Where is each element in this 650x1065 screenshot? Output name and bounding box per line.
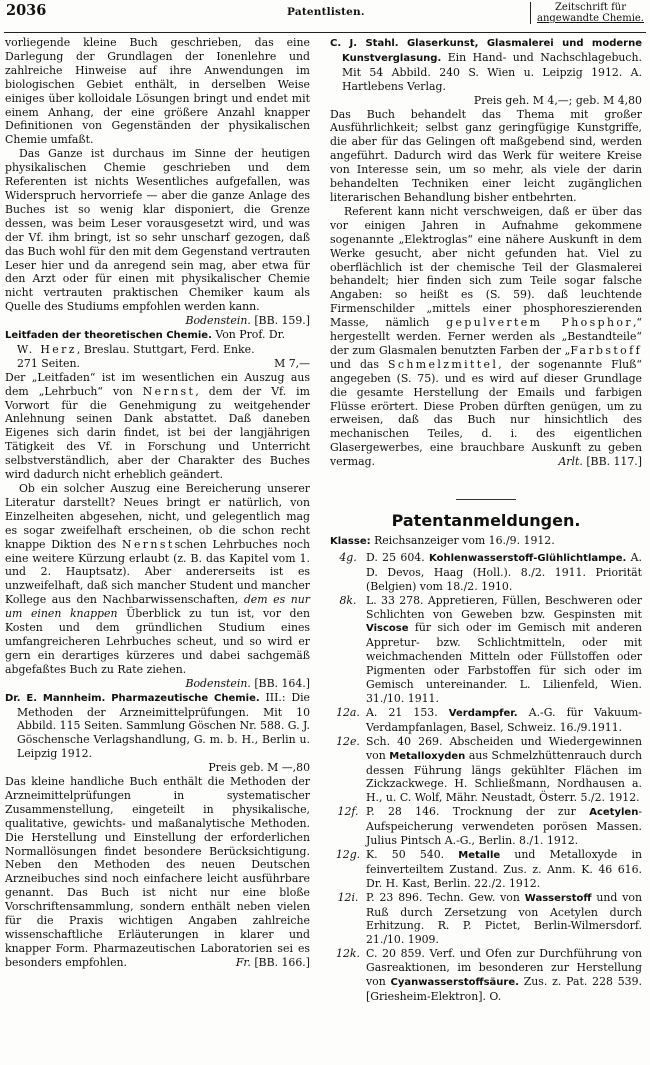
text: dem es nur um einen knappen	[5, 593, 310, 621]
review-ref: [BB. 117.]	[586, 455, 642, 469]
journal-line-2: angewandte Chemie.	[537, 13, 644, 24]
book-title: Leitfaden der theoretischen Chemie.	[5, 330, 212, 342]
text: III.: Die Methoden der Arzneimittelprüfungen. Mit 10 Abbild. 115 Seiten. Sammlung Göschen Nr. 588. G. J. Göschensche Verlagshandlung, G. m. b. H., Berlin u. Leipzig 1912.	[17, 690, 310, 761]
running-header	[4, 2, 646, 33]
reviewer: Bodenstein.	[185, 314, 251, 328]
review-paragraph	[330, 205, 642, 469]
text: Referent kann nicht verschweigen, daß er über das vor einigen Jahren in Aufnahme gekommene sogenannte „Elektroglas“ eine nähere Auskunft in dem Werke gesucht, aber nicht gefunden hat. Viel zu oberflächlich ist der chemische Teil der Glasmalerei behandelt; hier finden sich zum Teile sogar falsche Angaben: so heißt es (S. 59). daß leuchtende Firmenschilder „mittels einer phosphoreszierenden Masse, nämlich	[330, 204, 642, 330]
author: Dr. E. Mannheim.	[5, 692, 106, 704]
price: M 7,—	[274, 356, 310, 370]
patent-class: 12g.	[335, 847, 361, 861]
patent-entry	[330, 551, 642, 594]
patent-text	[366, 805, 642, 848]
text: Schmelzmittel	[387, 357, 499, 371]
text: , Breslau. Stuttgart, Ferd. Enke.	[76, 342, 255, 356]
patent-number: D. 25 604.	[366, 550, 430, 564]
right-column	[330, 36, 642, 1004]
patent-keyword: Acetylen	[589, 807, 639, 819]
section-title: Patentlisten.	[287, 6, 365, 18]
patent-class: 4g.	[339, 550, 357, 564]
patent-entry	[330, 947, 642, 1004]
page-number: 2036	[6, 2, 47, 19]
paragraph: vorliegende kleine Buch geschrieben, das eine Darlegung der Grundlagen der Ionenlehre und zahlreiche Hinweise auf ihre Anwendungen im biologischen Gebiet enthält, in derselben Weise einiges über kolloidale Lösungen bringt und endet mit einem Anhang, der eine größere Anzahl knapper Definitionen von Gegenständen der physikalischen Chemie umfaßt.	[5, 36, 310, 147]
patent-entry	[330, 805, 642, 848]
patent-details: und von Ruß durch Zersetzung von Acetylen durch Erhitzung. R. P. Pictet, Berlin-Wilmersdorf. 21./10. 1909.	[366, 890, 642, 947]
patent-entry	[330, 735, 642, 806]
text: ,“ hergestellt werden. Ferner werden als „Bestandteile“ der zum Glasmalen benutzten Farben der „	[330, 316, 642, 357]
patent-text	[366, 947, 642, 1004]
reviewer: Bodenstein.	[185, 676, 251, 690]
text: Überblick zu tun ist, vor den Kosten und dem gründlichen Studium eines umfangreicheren Lehrbuches scheut, und so wird er gern ein derartiges kürzeres und dabei sachgemäß abgefaßtes Buch zu Rate ziehen.	[5, 607, 310, 676]
review-ref: [BB. 164.]	[254, 676, 310, 690]
left-column	[5, 36, 310, 970]
text: schen Lehrbuches noch eine weitere Kürzung erlaubt (z. B. das Kapitel vom 1. und 2. Hauptsatz). Aber andererseits ist es unzweifelhaft, daß sich mancher Student und mancher Kollege aus den Nachbarwissenschaften,	[5, 537, 310, 607]
book-entry	[5, 691, 310, 775]
patent-details: und Metalloxyde in feinverteiltem Zustand. Zus. z. Anm. K. 46 616. Dr. H. Kast, Berlin. 22./2. 1912.	[366, 847, 642, 890]
text: Ein Hand- und Nachschlagebuch. Mit 54 Abbild. 240 S. Wien u. Leipzig 1912. A. Hartlebens Verlag.	[342, 50, 643, 93]
patent-class: 8k.	[339, 593, 357, 607]
klasse-label: Klasse:	[330, 536, 371, 547]
patent-text	[366, 551, 642, 594]
book-entry	[5, 328, 310, 371]
patent-class: 12e.	[336, 734, 360, 748]
patent-number: P. 23 896. Techn. Gew. von	[366, 890, 525, 904]
patent-entry	[330, 891, 642, 948]
book-entry	[330, 36, 642, 108]
patent-keyword: Verdampfer.	[448, 707, 518, 719]
patent-number: C. 20 859. Verf. und Ofen zur Durchführung von Gasreaktionen, im besonderen zur Herstellung von	[366, 947, 642, 989]
patents-heading: Patentanmeldungen.	[391, 511, 581, 531]
review-ref: [BB. 159.]	[254, 314, 310, 328]
review-ref: [BB. 166.]	[254, 955, 310, 969]
author: C. J. Stahl.	[330, 38, 399, 49]
patent-text	[366, 706, 642, 735]
klasse-line	[330, 534, 642, 549]
text: gepulvertem Phosphor	[446, 316, 633, 330]
patent-keyword: Viscose	[366, 623, 409, 635]
reviewer: Arlt.	[558, 455, 583, 469]
text: Das Ganze ist durchaus im Sinne der heutigen physikalischen Chemie geschrieben und dem Referenten ist nichts Wesentliches aufgefallen, was Widerspruch hervorriefe — aber die ganze Anlage des Buches ist so wenig klar disponiert, die Grenze dessen, was beim Leser vorausgesetzt wird, und was der Vf. ihm bringt, ist so sehr unscharf gezogen, daß das Buch wohl für den mit dem Gegenstand vertrauten Leser hier und da anregend sein mag, aber etwa für den Arzt oder für einen mit physikalischer Chemie nicht vertrauten praktischen Chemiker kaum als Quelle des Studiums empfohlen werden kann.	[5, 147, 310, 314]
patent-text	[366, 891, 642, 948]
journal-line-1: Zeitschrift für	[554, 2, 627, 13]
price: Preis geb. M —,80	[208, 761, 310, 775]
section-divider	[456, 499, 516, 500]
book-title: Pharmazeutische Chemie.	[111, 692, 260, 704]
patent-number: L. 33 278. Appretieren, Füllen, Beschweren oder Schlichten von Geweben bzw. Gespinsten mit	[366, 593, 642, 621]
paragraph	[5, 371, 310, 482]
patent-keyword: Cyanwasserstoffsäure.	[390, 977, 519, 989]
journal-title	[530, 2, 646, 24]
review-paragraph	[5, 482, 310, 691]
price: Preis geh. M 4,—; geb. M 4,80	[473, 93, 642, 107]
patent-class: 12a.	[336, 705, 360, 719]
patent-entry	[330, 706, 642, 735]
name: Nernst	[122, 537, 175, 551]
reviewer: Fr.	[235, 955, 251, 969]
patent-text	[366, 848, 642, 891]
review-paragraph	[5, 147, 310, 328]
review-paragraph	[5, 775, 310, 970]
patent-number: K. 50 540.	[366, 847, 459, 861]
name: Nernst	[142, 384, 196, 398]
patent-details: A. D. Devos, Haag (Holl.). 8./2. 1911. Priorität (Belgien) vom 18./2. 1910.	[366, 550, 642, 593]
patent-class: 12f.	[337, 805, 359, 819]
patent-details: -Aufspeicherung verwendeten porösen Massen. Julius Pintsch A.-G., Berlin. 8./1. 1912.	[366, 805, 642, 848]
patent-class: 12i.	[337, 890, 359, 904]
paragraph: Das Buch behandelt das Thema mit großer Ausführlichkeit; selbst ganz geringfügige Kunstgriffe, die aber für das Gelingen oft maßgebend sind, werden angeführt. Dadurch wird das Werk für weitere Kreise von Interesse sein, um so mehr, als viele der darin behandelten Techniken einer leicht zugänglichen literarischen Behandlung bisher entbehrten.	[330, 107, 642, 204]
patent-class: 12k.	[336, 947, 360, 961]
text: Der „Leitfaden“ ist im wesentlichen ein Auszug aus dem „Lehrbuch“ von	[5, 370, 310, 398]
patent-number: P. 28 146. Trocknung der zur	[366, 805, 590, 819]
patent-entry	[330, 848, 642, 891]
text: Von Prof. Dr.	[215, 328, 286, 342]
patent-details: für sich oder im Gemisch mit anderen Appretur- bzw. Schlichtmitteln, oder mit weichmachenden Mitteln oder Füllstoffen oder Pigmenten oder Farbstoffen für sich oder im Gemisch untereinander. L. Lilienfeld, Wien. 31./10. 1911.	[366, 621, 642, 705]
patent-details: A.-G. für Vakuum-Verdampfanlagen, Basel, Schweiz. 16./9.1911.	[366, 705, 642, 734]
text: Farbstoff	[570, 343, 642, 357]
patent-number: Sch. 40 269. Abscheiden und Wiedergewinnen von	[366, 734, 642, 762]
text: und das	[330, 357, 380, 371]
patent-details: aus Schmelzhüttenrauch durch dessen Führung längs gekühlter Flächen im Zickzackwege. H. Schließmann, Nordhausen a. H., u. C. Wolf, Mähr. Neustadt, Österr. 5./2. 1912.	[366, 748, 642, 805]
patent-text	[366, 735, 642, 806]
text: Ob ein solcher Auszug eine Bereicherung unserer Literatur darstellt? Neues bringt er natürlich, von Einzelheiten abgesehen, nicht, und gelegentlich mag es sogar zweifelhaft erscheinen, ob die schon recht knappe Diktion des	[5, 482, 310, 551]
patent-entry	[330, 594, 642, 706]
patent-keyword: Wasserstoff	[524, 892, 592, 904]
text: Das kleine handliche Buch enthält die Methoden der Arzneimittelprüfungen in systematischer Zusammenstellung, eingeteilt in physikalische, qualitative, gewichts- und maßanalytische Methoden. Die Herstellung und Einstellung der erforderlichen Normallösungen findet besondere Berücksichtigung. Neben den Methoden des neuen Deutschen Arzneibuches sind noch einfachere leicht ausführbare genannt. Das Buch ist nicht nur eine bloße Vorschriftensammlung, sondern enthält neben vielen für die Praxis wichtigen Angaben zahlreiche wissenschaftliche Erläuterungen in klarer und knapper Form. Pharmazeutischen Laboratorien sei es besonders empfohlen.	[5, 775, 310, 969]
pages: 271 Seiten.	[17, 356, 80, 370]
patent-text	[366, 594, 642, 706]
book-title: Glaserkunst, Glasmalerei und moderne Kunstverglasung.	[342, 38, 642, 64]
text: , dem der Vf. im Vorwort für die Genehmigung zu weitgehender Anlehnung seinen Dank abstattet. Daß daneben Eigenes sich darin findet, ist bei der langjährigen Tätigkeit des Vf. in Forschung und Unterricht selbstverständlich, aber der Charakter des Buches wird dadurch nicht erheblich geändert.	[5, 384, 310, 482]
patent-keyword: Kohlenwasserstoff-Glühlichtlampe.	[429, 552, 627, 564]
patent-keyword: Metalle	[458, 849, 501, 861]
patent-keyword: Metalloxyden	[389, 750, 466, 762]
text: , der sogenannte Fluß“ angegeben (S. 75). und es wird auf dieser Grundlage die gesamte Herstellung der Emails und farbigen Flüsse erörtert. Diese Proben dürften genügen, um zu erweisen, daß das Buch nur hinsichtlich des mechanischen Teiles, d. i. des eigentlichen Glasergewerbes, eine brauchbare Auskunft zu geben vermag.	[330, 357, 642, 469]
patent-number: A. 21 153.	[366, 705, 449, 719]
patent-list	[330, 551, 642, 1004]
author: W. Herz	[17, 342, 77, 356]
patent-details: Zus. z. Pat. 228 539. [Griesheim-Elektron]. O.	[366, 975, 642, 1003]
text: Reichsanzeiger vom 16./9. 1912.	[374, 534, 555, 547]
